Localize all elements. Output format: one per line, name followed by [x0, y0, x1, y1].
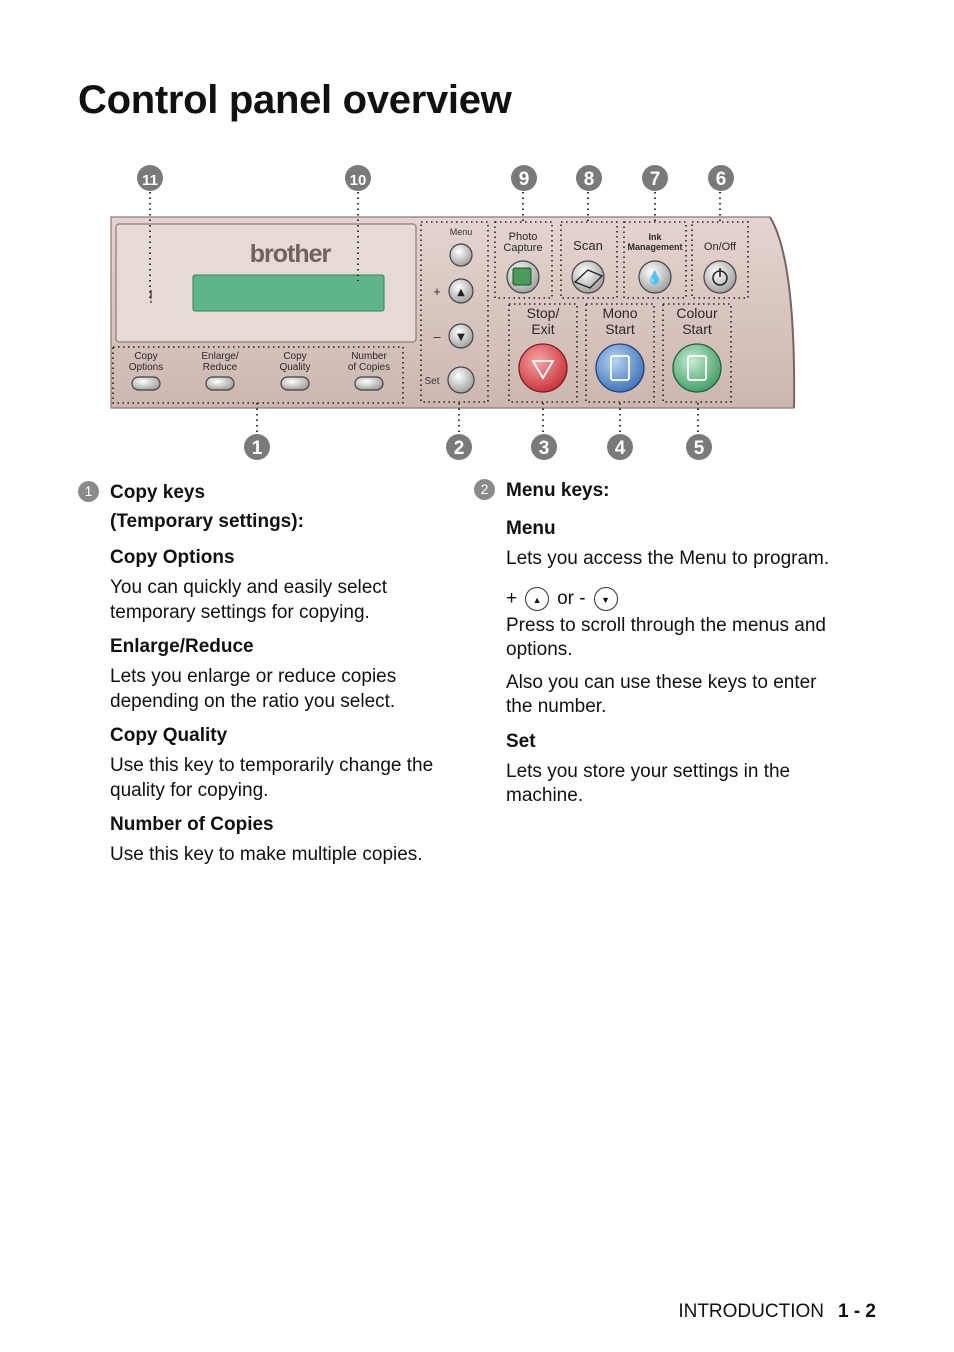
colour-start-label: Colour Start	[676, 305, 718, 337]
scroll-text: Press to scroll through the menus and options.	[506, 614, 827, 660]
copy-key-label-2: Enlarge/ Reduce	[201, 351, 239, 373]
copy-key-3[interactable]	[281, 377, 309, 390]
photo-capture-label: Photo Capture	[503, 231, 543, 254]
brand-logo: brother	[249, 240, 331, 268]
scan-label: Scan	[573, 238, 603, 253]
menu-title: Menu	[506, 518, 556, 539]
page-number: 1 - 2	[837, 1301, 876, 1322]
section-heading: Copy keys	[110, 482, 206, 503]
callout-number-2: 2	[453, 438, 465, 459]
copy-key-label-3: Copy Quality	[279, 351, 311, 373]
page-title: Control panel overview	[78, 78, 512, 122]
set-text: Lets you store your settings in the machine.	[506, 760, 791, 806]
stop-exit-label: Stop/ Exit	[526, 305, 560, 337]
lcd-screen	[193, 275, 384, 311]
copy-key-2[interactable]	[206, 377, 234, 390]
page-footer	[678, 1301, 876, 1323]
down-arrow-icon: ▼	[457, 332, 465, 343]
item-number-badge: 2	[474, 479, 495, 500]
enlarge-reduce-text: Lets you enlarge or reduce copies depending on the ratio you select.	[110, 666, 397, 712]
footer-section: INTRODUCTION	[678, 1301, 824, 1322]
callout-number-10: 10	[349, 172, 367, 189]
copy-key-label-4: Number of Copies	[347, 351, 391, 373]
copy-key-1[interactable]	[132, 377, 160, 390]
set-key[interactable]	[448, 367, 474, 393]
ink-drop-icon: 💧	[646, 271, 664, 286]
callout-number-4: 4	[614, 438, 626, 459]
callout-number-8: 8	[583, 169, 595, 190]
copy-options-title: Copy Options	[110, 547, 235, 568]
callout-number-7: 7	[649, 169, 661, 190]
minus-label: –	[433, 329, 441, 344]
copy-key-4[interactable]	[355, 377, 383, 390]
enlarge-reduce-title: Enlarge/Reduce	[110, 636, 254, 657]
callout-number-5: 5	[693, 438, 705, 459]
scroll-keys-line	[474, 586, 844, 612]
menu-key[interactable]	[450, 244, 472, 266]
set-key-label: Set	[424, 376, 440, 387]
copy-options-text: You can quickly and easily select temporary settings for copying.	[110, 577, 388, 623]
mono-start-key[interactable]	[596, 344, 644, 392]
item-number-badge: 1	[78, 481, 99, 502]
callout-number-11: 11	[142, 172, 158, 189]
number-entry-text: Also you can use these keys to enter the number.	[506, 671, 817, 717]
stop-exit-key[interactable]	[519, 344, 567, 392]
section-heading: Menu keys:	[506, 480, 610, 501]
copy-key-label-1: Copy Options	[128, 351, 164, 373]
on-off-label: On/Off	[703, 241, 737, 253]
mono-start-label: Mono Start	[602, 305, 638, 337]
callout-number-1: 1	[251, 438, 263, 459]
set-title: Set	[506, 730, 536, 752]
menu-keys-description	[474, 476, 844, 809]
up-arrow-icon: ▲	[457, 287, 465, 298]
callout-number-6: 6	[715, 169, 727, 190]
scan-key[interactable]	[572, 261, 604, 293]
number-of-copies-text: Use this key to make multiple copies.	[110, 844, 423, 865]
callout-number-9: 9	[518, 169, 530, 190]
menu-text: Lets you access the Menu to program.	[506, 548, 830, 569]
callout-number-3: 3	[538, 438, 550, 459]
section-subheading: (Temporary settings):	[110, 511, 304, 532]
menu-key-label: Menu	[449, 227, 473, 237]
colour-start-key[interactable]	[673, 344, 721, 392]
plus-sign: +	[506, 587, 518, 609]
copy-quality-title: Copy Quality	[110, 725, 228, 746]
ink-management-label: Ink Management	[627, 232, 683, 252]
control-panel-illustration	[0, 0, 954, 470]
copy-keys-description	[78, 478, 448, 868]
or-minus-text: or -	[557, 587, 586, 609]
number-of-copies-title: Number of Copies	[110, 814, 274, 835]
warning-icon: !	[147, 287, 155, 308]
plus-label: +	[433, 284, 441, 299]
photo-capture-icon	[513, 268, 531, 285]
copy-quality-text: Use this key to temporarily change the quality for copying.	[110, 755, 434, 801]
down-arrow-icon: ▼	[594, 587, 618, 611]
up-arrow-icon: ▲	[525, 587, 549, 611]
